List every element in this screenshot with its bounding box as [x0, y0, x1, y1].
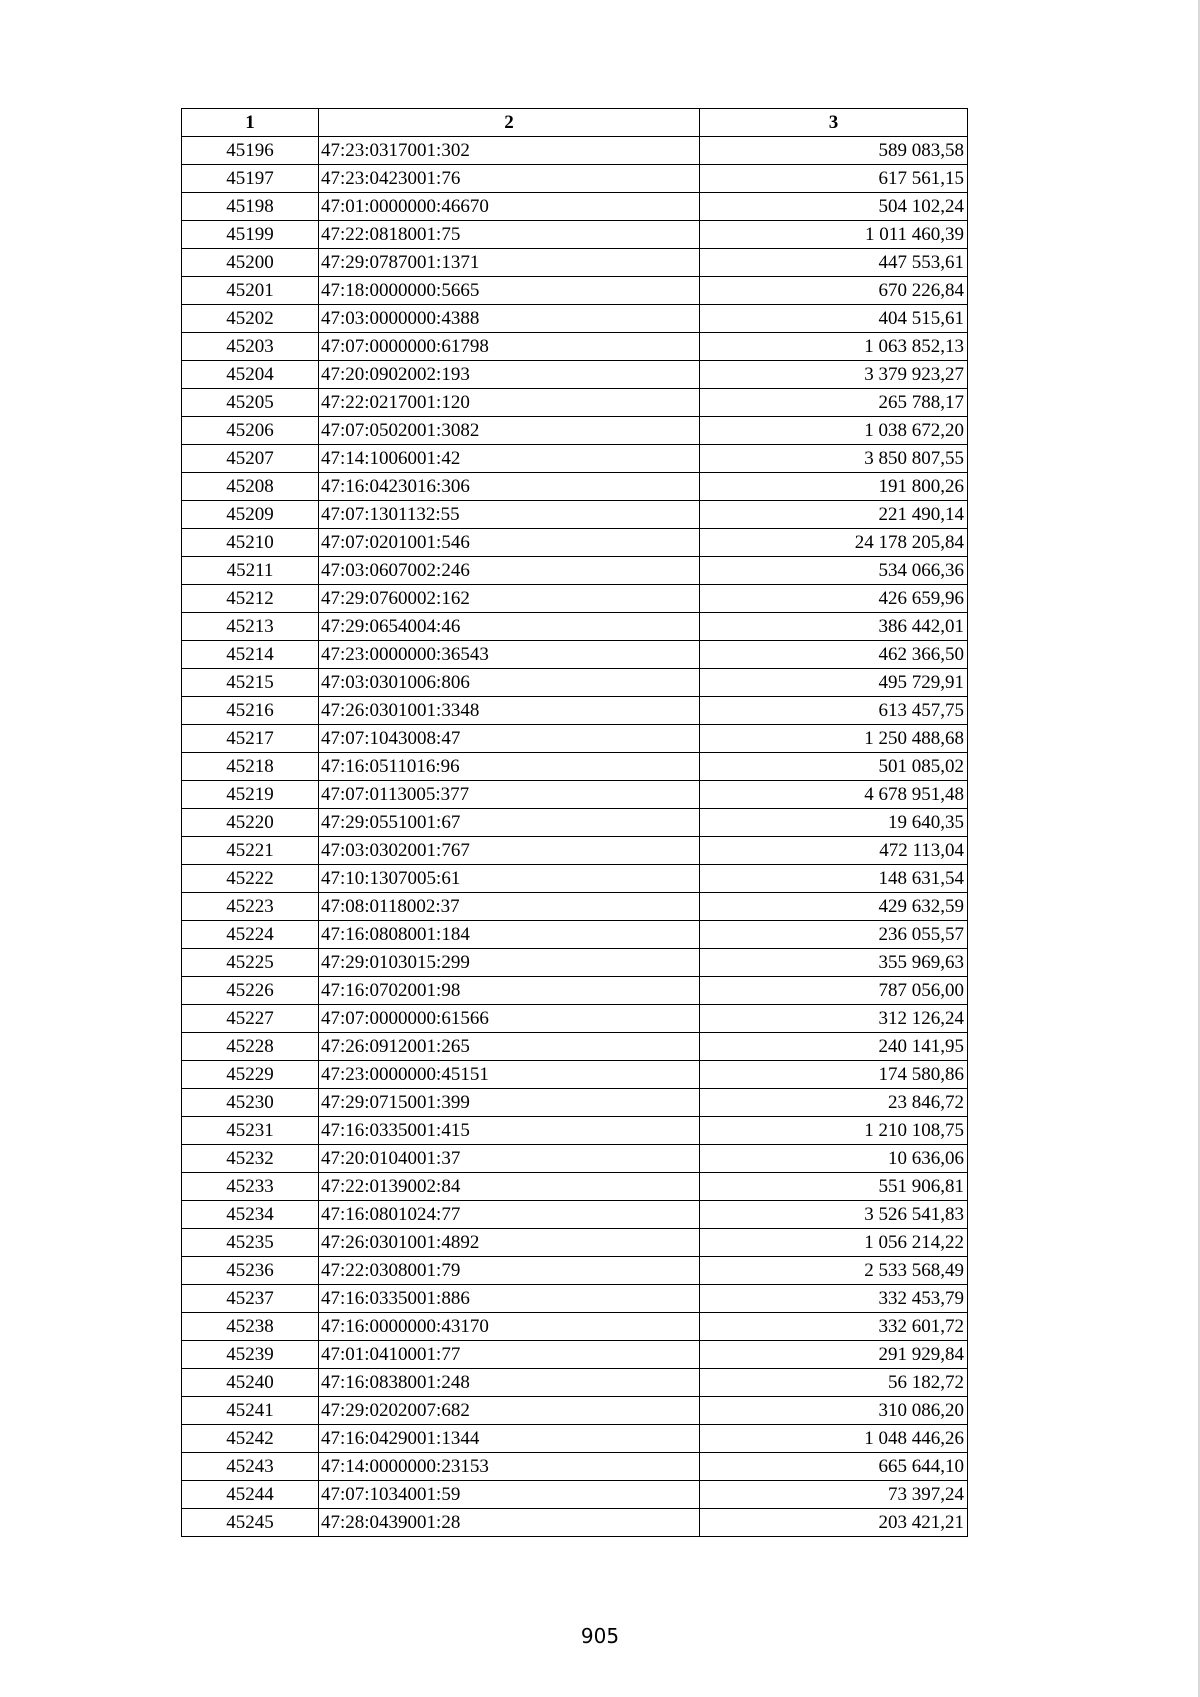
table-row [182, 641, 968, 669]
cadastral-number-cell: 47:16:0335001:886 [319, 1285, 700, 1313]
cadastral-number-cell: 47:07:0113005:377 [319, 781, 700, 809]
cadastral-number-cell: 47:22:0818001:75 [319, 221, 700, 249]
row-number-cell: 45199 [182, 221, 319, 249]
cadastral-number-cell: 47:26:0301001:4892 [319, 1229, 700, 1257]
cadastral-value-cell: 191 800,26 [700, 473, 968, 501]
row-number-cell: 45229 [182, 1061, 319, 1089]
page-number: 905 [580, 1624, 620, 1648]
cadastral-value-cell: 501 085,02 [700, 753, 968, 781]
table-row [182, 781, 968, 809]
row-number-cell: 45196 [182, 137, 319, 165]
row-number-cell: 45209 [182, 501, 319, 529]
table-row [182, 501, 968, 529]
row-number-cell: 45218 [182, 753, 319, 781]
cadastral-number-cell: 47:08:0118002:37 [319, 893, 700, 921]
table-row [182, 473, 968, 501]
cadastral-value-cell: 589 083,58 [700, 137, 968, 165]
cadastral-value-cell: 2 533 568,49 [700, 1257, 968, 1285]
column-header-3: 3 [700, 109, 968, 137]
cadastral-value-cell: 174 580,86 [700, 1061, 968, 1089]
cadastral-value-cell: 10 636,06 [700, 1145, 968, 1173]
cadastral-number-cell: 47:20:0104001:37 [319, 1145, 700, 1173]
table-row [182, 1229, 968, 1257]
row-number-cell: 45232 [182, 1145, 319, 1173]
cadastral-number-cell: 47:29:0654004:46 [319, 613, 700, 641]
table-row [182, 389, 968, 417]
table-row [182, 1061, 968, 1089]
cadastral-number-cell: 47:22:0217001:120 [319, 389, 700, 417]
cadastral-number-cell: 47:01:0000000:46670 [319, 193, 700, 221]
cadastral-number-cell: 47:03:0000000:4388 [319, 305, 700, 333]
cadastral-value-cell: 1 210 108,75 [700, 1117, 968, 1145]
cadastral-number-cell: 47:23:0000000:36543 [319, 641, 700, 669]
cadastral-value-cell: 312 126,24 [700, 1005, 968, 1033]
column-header-1: 1 [182, 109, 319, 137]
cadastral-value-cell: 670 226,84 [700, 277, 968, 305]
cadastral-number-cell: 47:16:0335001:415 [319, 1117, 700, 1145]
cadastral-number-cell: 47:23:0423001:76 [319, 165, 700, 193]
cadastral-value-cell: 534 066,36 [700, 557, 968, 585]
cadastral-number-cell: 47:14:0000000:23153 [319, 1453, 700, 1481]
cadastral-number-cell: 47:16:0801024:77 [319, 1201, 700, 1229]
cadastral-value-cell: 787 056,00 [700, 977, 968, 1005]
cadastral-value-cell: 291 929,84 [700, 1341, 968, 1369]
row-number-cell: 45233 [182, 1173, 319, 1201]
cadastral-number-cell: 47:14:1006001:42 [319, 445, 700, 473]
row-number-cell: 45238 [182, 1313, 319, 1341]
row-number-cell: 45244 [182, 1481, 319, 1509]
cadastral-value-cell: 462 366,50 [700, 641, 968, 669]
table-row [182, 445, 968, 473]
cadastral-number-cell: 47:22:0139002:84 [319, 1173, 700, 1201]
cadastral-value-cell: 24 178 205,84 [700, 529, 968, 557]
cadastral-number-cell: 47:29:0715001:399 [319, 1089, 700, 1117]
table-row [182, 1509, 968, 1537]
row-number-cell: 45227 [182, 1005, 319, 1033]
cadastral-value-cell: 240 141,95 [700, 1033, 968, 1061]
row-number-cell: 45236 [182, 1257, 319, 1285]
cadastral-number-cell: 47:03:0301006:806 [319, 669, 700, 697]
row-number-cell: 45223 [182, 893, 319, 921]
table-row [182, 1005, 968, 1033]
cadastral-number-cell: 47:28:0439001:28 [319, 1509, 700, 1537]
row-number-cell: 45230 [182, 1089, 319, 1117]
table-row [182, 137, 968, 165]
table-row [182, 305, 968, 333]
table-row [182, 1313, 968, 1341]
table-row [182, 809, 968, 837]
column-header-2: 2 [319, 109, 700, 137]
cadastral-number-cell: 47:29:0787001:1371 [319, 249, 700, 277]
row-number-cell: 45216 [182, 697, 319, 725]
table-row [182, 417, 968, 445]
cadastral-number-cell: 47:18:0000000:5665 [319, 277, 700, 305]
cadastral-value-cell: 1 063 852,13 [700, 333, 968, 361]
cadastral-number-cell: 47:03:0302001:767 [319, 837, 700, 865]
table-row [182, 865, 968, 893]
cadastral-number-cell: 47:16:0511016:96 [319, 753, 700, 781]
cadastral-number-cell: 47:22:0308001:79 [319, 1257, 700, 1285]
cadastral-value-cell: 404 515,61 [700, 305, 968, 333]
table-row [182, 921, 968, 949]
table-row [182, 557, 968, 585]
row-number-cell: 45220 [182, 809, 319, 837]
cadastral-value-cell: 1 250 488,68 [700, 725, 968, 753]
cadastral-value-cell: 1 038 672,20 [700, 417, 968, 445]
table-row [182, 1397, 968, 1425]
row-number-cell: 45231 [182, 1117, 319, 1145]
row-number-cell: 45222 [182, 865, 319, 893]
row-number-cell: 45226 [182, 977, 319, 1005]
cadastral-value-cell: 1 056 214,22 [700, 1229, 968, 1257]
row-number-cell: 45221 [182, 837, 319, 865]
cadastral-value-cell: 73 397,24 [700, 1481, 968, 1509]
row-number-cell: 45200 [182, 249, 319, 277]
table-row [182, 725, 968, 753]
row-number-cell: 45234 [182, 1201, 319, 1229]
table-row [182, 893, 968, 921]
table-row [182, 837, 968, 865]
row-number-cell: 45241 [182, 1397, 319, 1425]
table-row [182, 949, 968, 977]
row-number-cell: 45245 [182, 1509, 319, 1537]
table-row [182, 1285, 968, 1313]
cadastral-value-cell: 203 421,21 [700, 1509, 968, 1537]
table-row [182, 1145, 968, 1173]
table-row [182, 1425, 968, 1453]
row-number-cell: 45228 [182, 1033, 319, 1061]
row-number-cell: 45224 [182, 921, 319, 949]
cadastral-number-cell: 47:16:0808001:184 [319, 921, 700, 949]
row-number-cell: 45213 [182, 613, 319, 641]
cadastral-number-cell: 47:29:0103015:299 [319, 949, 700, 977]
cadastral-number-cell: 47:23:0000000:45151 [319, 1061, 700, 1089]
cadastral-value-cell: 495 729,91 [700, 669, 968, 697]
cadastral-value-cell: 386 442,01 [700, 613, 968, 641]
cadastral-value-cell: 23 846,72 [700, 1089, 968, 1117]
cadastral-value-cell: 332 453,79 [700, 1285, 968, 1313]
cadastral-number-cell: 47:07:0000000:61566 [319, 1005, 700, 1033]
table-row [182, 529, 968, 557]
row-number-cell: 45214 [182, 641, 319, 669]
cadastral-value-cell: 56 182,72 [700, 1369, 968, 1397]
cadastral-number-cell: 47:07:1301132:55 [319, 501, 700, 529]
cadastral-value-cell: 221 490,14 [700, 501, 968, 529]
cadastral-value-cell: 148 631,54 [700, 865, 968, 893]
table-body [182, 137, 968, 1537]
cadastral-value-cell: 472 113,04 [700, 837, 968, 865]
cadastral-value-cell: 1 048 446,26 [700, 1425, 968, 1453]
cadastral-value-cell: 265 788,17 [700, 389, 968, 417]
cadastral-value-cell: 551 906,81 [700, 1173, 968, 1201]
row-number-cell: 45219 [182, 781, 319, 809]
table-row [182, 249, 968, 277]
row-number-cell: 45243 [182, 1453, 319, 1481]
cadastral-number-cell: 47:26:0912001:265 [319, 1033, 700, 1061]
cadastral-value-cell: 665 644,10 [700, 1453, 968, 1481]
table-row [182, 193, 968, 221]
cadastral-value-cell: 310 086,20 [700, 1397, 968, 1425]
row-number-cell: 45207 [182, 445, 319, 473]
table-row [182, 697, 968, 725]
table-row [182, 1173, 968, 1201]
row-number-cell: 45212 [182, 585, 319, 613]
row-number-cell: 45235 [182, 1229, 319, 1257]
cadastral-value-cell: 236 055,57 [700, 921, 968, 949]
cadastral-value-table [181, 108, 968, 1537]
table-row [182, 277, 968, 305]
row-number-cell: 45204 [182, 361, 319, 389]
cadastral-value-cell: 429 632,59 [700, 893, 968, 921]
table-row [182, 221, 968, 249]
cadastral-number-cell: 47:03:0607002:246 [319, 557, 700, 585]
cadastral-number-cell: 47:16:0429001:1344 [319, 1425, 700, 1453]
row-number-cell: 45202 [182, 305, 319, 333]
cadastral-value-cell: 3 379 923,27 [700, 361, 968, 389]
cadastral-number-cell: 47:07:1043008:47 [319, 725, 700, 753]
cadastral-number-cell: 47:16:0000000:43170 [319, 1313, 700, 1341]
cadastral-number-cell: 47:07:0201001:546 [319, 529, 700, 557]
cadastral-value-cell: 617 561,15 [700, 165, 968, 193]
table-row [182, 1201, 968, 1229]
cadastral-number-cell: 47:07:0502001:3082 [319, 417, 700, 445]
cadastral-number-cell: 47:01:0410001:77 [319, 1341, 700, 1369]
cadastral-number-cell: 47:07:0000000:61798 [319, 333, 700, 361]
cadastral-number-cell: 47:16:0838001:248 [319, 1369, 700, 1397]
cadastral-value-cell: 426 659,96 [700, 585, 968, 613]
cadastral-value-cell: 4 678 951,48 [700, 781, 968, 809]
cadastral-number-cell: 47:29:0551001:67 [319, 809, 700, 837]
cadastral-number-cell: 47:07:1034001:59 [319, 1481, 700, 1509]
table-row [182, 977, 968, 1005]
row-number-cell: 45211 [182, 557, 319, 585]
table-row [182, 1257, 968, 1285]
row-number-cell: 45242 [182, 1425, 319, 1453]
row-number-cell: 45203 [182, 333, 319, 361]
row-number-cell: 45205 [182, 389, 319, 417]
cadastral-value-cell: 1 011 460,39 [700, 221, 968, 249]
row-number-cell: 45208 [182, 473, 319, 501]
cadastral-number-cell: 47:16:0702001:98 [319, 977, 700, 1005]
table-row [182, 585, 968, 613]
table-row [182, 361, 968, 389]
row-number-cell: 45239 [182, 1341, 319, 1369]
table-row [182, 1341, 968, 1369]
table-row [182, 613, 968, 641]
cadastral-value-cell: 3 526 541,83 [700, 1201, 968, 1229]
table-row [182, 165, 968, 193]
cadastral-number-cell: 47:29:0760002:162 [319, 585, 700, 613]
table-row [182, 333, 968, 361]
cadastral-value-cell: 332 601,72 [700, 1313, 968, 1341]
cadastral-value-cell: 3 850 807,55 [700, 445, 968, 473]
row-number-cell: 45198 [182, 193, 319, 221]
row-number-cell: 45240 [182, 1369, 319, 1397]
row-number-cell: 45237 [182, 1285, 319, 1313]
cadastral-number-cell: 47:29:0202007:682 [319, 1397, 700, 1425]
row-number-cell: 45225 [182, 949, 319, 977]
row-number-cell: 45201 [182, 277, 319, 305]
row-number-cell: 45217 [182, 725, 319, 753]
row-number-cell: 45215 [182, 669, 319, 697]
table-row [182, 1481, 968, 1509]
table-row [182, 753, 968, 781]
cadastral-number-cell: 47:20:0902002:193 [319, 361, 700, 389]
cadastral-value-cell: 504 102,24 [700, 193, 968, 221]
table-row [182, 1369, 968, 1397]
cadastral-number-cell: 47:10:1307005:61 [319, 865, 700, 893]
cadastral-number-cell: 47:16:0423016:306 [319, 473, 700, 501]
table-row [182, 1033, 968, 1061]
cadastral-number-cell: 47:23:0317001:302 [319, 137, 700, 165]
row-number-cell: 45206 [182, 417, 319, 445]
cadastral-value-cell: 613 457,75 [700, 697, 968, 725]
table-header-row [182, 109, 968, 137]
table-row [182, 1089, 968, 1117]
cadastral-value-cell: 355 969,63 [700, 949, 968, 977]
cadastral-value-cell: 19 640,35 [700, 809, 968, 837]
table-row [182, 1117, 968, 1145]
row-number-cell: 45197 [182, 165, 319, 193]
cadastral-value-cell: 447 553,61 [700, 249, 968, 277]
row-number-cell: 45210 [182, 529, 319, 557]
table-row [182, 669, 968, 697]
table-row [182, 1453, 968, 1481]
cadastral-number-cell: 47:26:0301001:3348 [319, 697, 700, 725]
